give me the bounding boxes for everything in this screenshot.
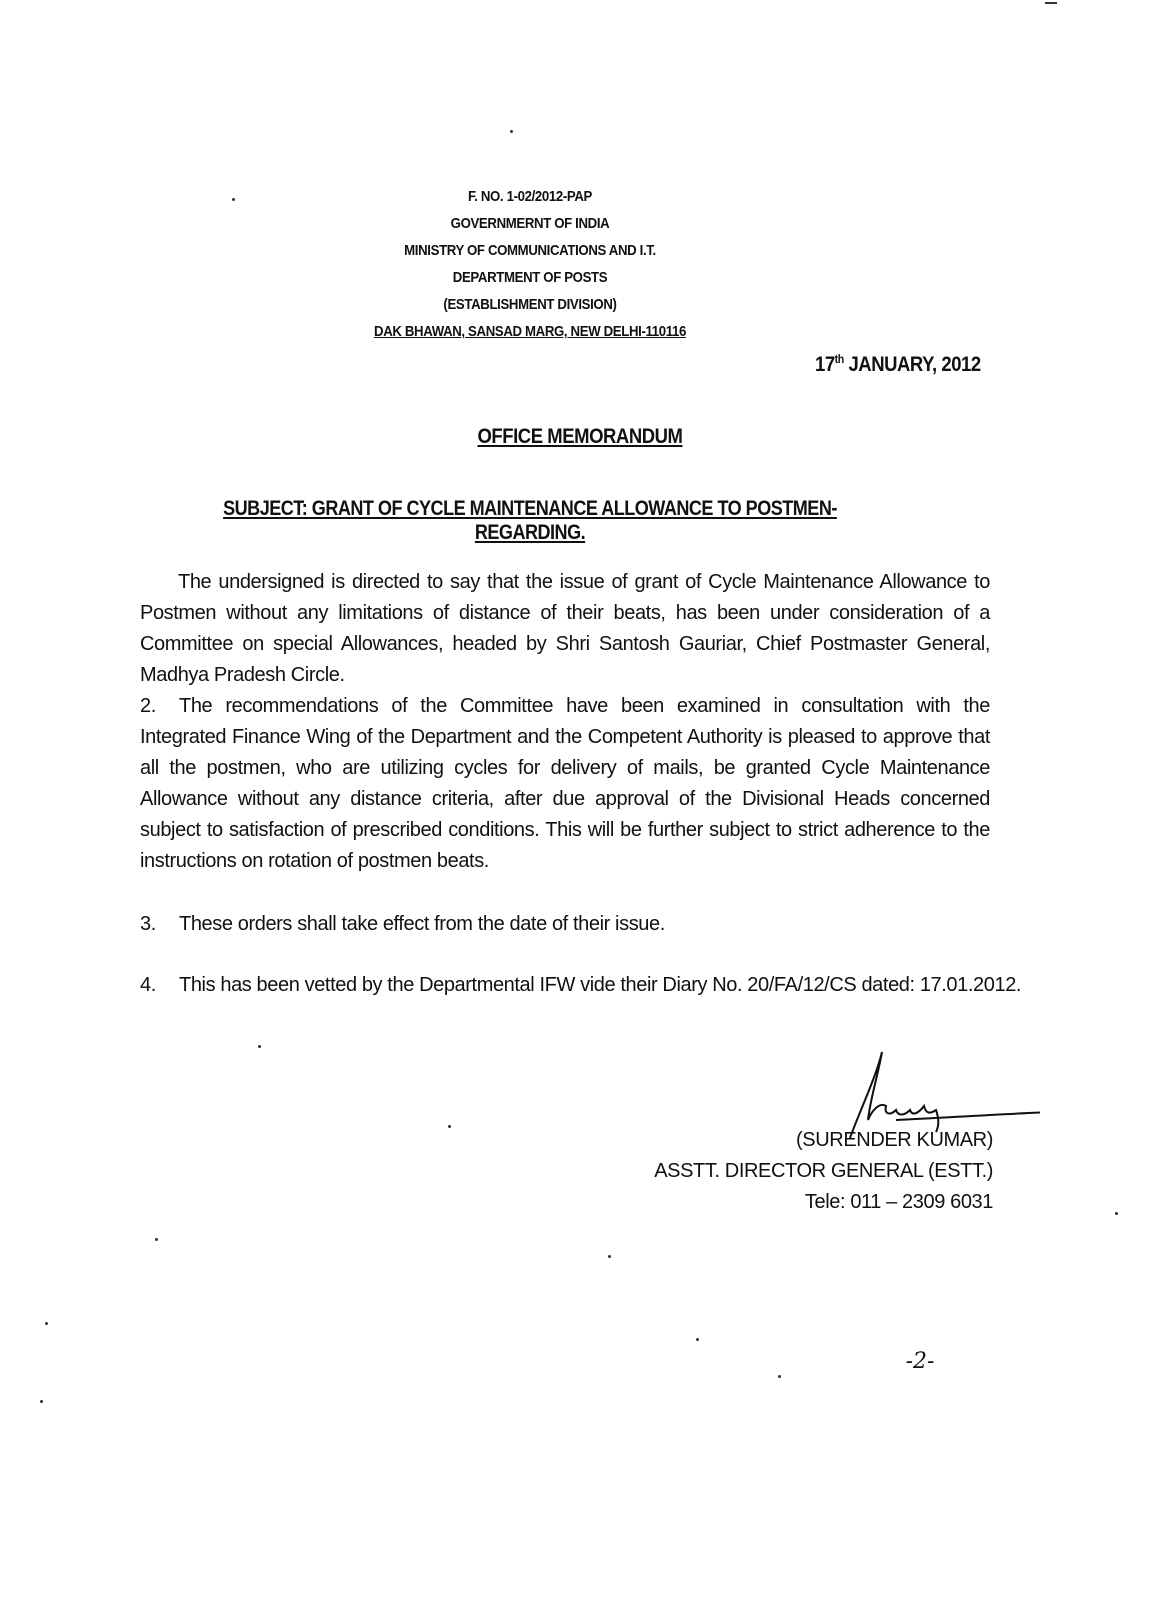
paragraph-4-number: 4. [140,974,156,996]
paragraph-2-body: The recommendations of the Committee have been examined in consultation with the Integrated Finance Wing of the Department and the Competent Authority is pleased to approve that all the postmen, who are utilizing cycles for delivery of mails, be granted Cycle Maintenance Allowance without any distance criteria, after due approval of the Divisional Heads concerned subject to satisfaction of prescribed conditions. This will be further subject to strict adherence to the instructions on rotation of postmen beats. [140,695,990,872]
scan-speck [696,1338,699,1341]
paragraph-1-text: The undersigned is directed to say that the issue of grant of Cycle Maintenance Allowance to Postmen without any limitations of distance of their beats, has been under consideration of a Committee on special Allowances, headed by Shri Santosh Gauriar, Chief Postmaster General, Madhya Pradesh Circle. [140,571,990,686]
scan-speck [40,1400,43,1403]
page-continuation-marker [870,1340,970,1380]
date-suffix: th [834,352,844,366]
signatory-phone: Tele: 011 – 2309 6031 [804,1191,993,1213]
division-line: (ESTABLISHMENT DIVISION) [443,296,617,313]
scan-speck [232,198,235,201]
signatory-designation: ASSTT. DIRECTOR GENERAL (ESTT.) [654,1160,993,1182]
date-rest: JANUARY, 2012 [843,353,981,376]
government-line: GOVERNMERNT OF INDIA [450,215,610,232]
paragraph-4 [140,970,1040,1001]
scan-speck [45,1322,48,1325]
ministry-line: MINISTRY OF COMMUNICATIONS AND I.T. [404,242,656,259]
memo-date [815,352,991,377]
file-number: F. NO. 1-02/2012-PAP [467,188,593,205]
paragraph-4-text: This has been vetted by the Departmental IFW vide their Diary No. 20/FA/12/CS dated: 17.01.2012. [179,974,1022,996]
letterhead [354,183,706,345]
department-line: DEPARTMENT OF POSTS [452,269,608,286]
scan-speck [155,1238,158,1241]
paragraph-2-number: 2. [140,695,156,717]
paragraph-3 [140,909,1040,940]
date-day: 17 [815,353,835,376]
scan-speck [1115,1212,1118,1215]
signature-block [654,1125,993,1218]
scan-speck [448,1125,451,1128]
scan-speck [258,1045,261,1048]
paragraph-2-text [140,691,990,877]
memo-title: OFFICE MEMORANDUM [477,425,683,448]
paragraph-3-text: These orders shall take effect from the date of their issue. [179,913,665,935]
memo-subject: SUBJECT: GRANT OF CYCLE MAINTENANCE ALLOWANCE TO POSTMEN-REGARDING. [223,497,837,544]
paragraph-1 [140,567,990,691]
signatory-name: (SURENDER KUMAR) [796,1129,993,1151]
scan-speck [1045,2,1057,4]
scan-speck [608,1255,611,1258]
scan-speck [510,130,513,133]
paragraph-2 [140,691,990,877]
page-marker-text: -2- [905,1349,935,1374]
paragraph-3-number: 3. [140,913,156,935]
address-line: DAK BHAWAN, SANSAD MARG, NEW DELHI-110116 [374,323,686,340]
scan-speck [778,1375,781,1378]
